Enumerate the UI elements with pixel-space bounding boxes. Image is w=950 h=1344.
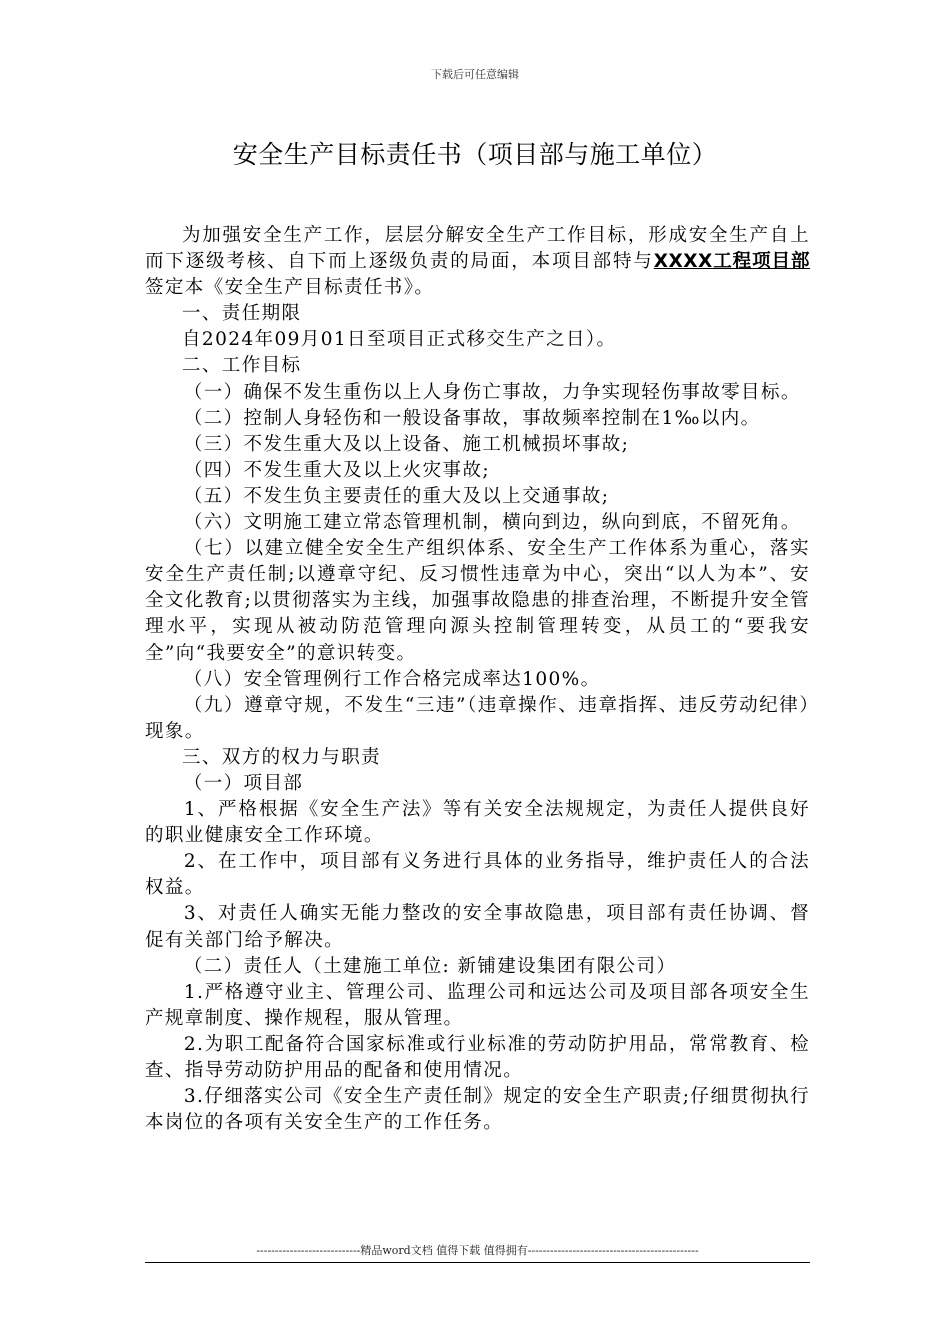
subsection-heading-responsible-party: （二）责任人（土建施工单位: 新铺建设集团有限公司） (183, 955, 677, 977)
goal-item-3: （三）不发生重大及以上设备、施工机械损坏事故; (183, 433, 630, 455)
goal-item-9: （九）遵章守规，不发生“三违”（违章操作、违章指挥、违反劳动纪律）现象。 (145, 694, 810, 742)
document-title: 安全生产目标责任书（项目部与施工单位） (232, 140, 718, 169)
footer-divider (145, 1262, 810, 1263)
section-heading-rights: 三、双方的权力与职责 (182, 746, 382, 768)
goal-item-8: （八）安全管理例行工作合格完成率达100%。 (183, 668, 601, 690)
goal-item-5: （五）不发生负主要责任的重大及以上交通事故; (183, 485, 610, 507)
page-header-note: 下载后可任意编辑 (431, 68, 519, 81)
page-footer-note: ----------------------------精品word文档 值得下载 值得拥有---------------------------------------------- (256, 1244, 699, 1257)
goal-item-6: （六）文明施工建立常态管理机制，横向到边，纵向到底，不留死角。 (183, 512, 801, 534)
goal-item-2: （二）控制人身轻伤和一般设备事故，事故频率控制在1‰以内。 (183, 407, 761, 429)
intro-text-post: 签定本《安全生产目标责任书》。 (145, 277, 435, 299)
intro-paragraph (145, 223, 810, 301)
section-heading-goals: 二、工作目标 (182, 355, 302, 377)
responsible-party-duty-3: 3.仔细落实公司《安全生产责任制》规定的安全生产职责;仔细贯彻执行本岗位的各项有关安全生产的工作任务。 (145, 1086, 810, 1134)
contract-party-name: XXXX工程项目部 (653, 251, 810, 273)
goal-item-4: （四）不发生重大及以上火灾事故; (183, 459, 490, 481)
goal-item-1: （一）确保不发生重伤以上人身伤亡事故，力争实现轻伤事故零目标。 (183, 381, 801, 403)
responsible-party-duty-1: 1.严格遵守业主、管理公司、监理公司和远达公司及项目部各项安全生产规章制度、操作规程，服从管理。 (145, 981, 810, 1029)
responsible-party-duty-2: 2.为职工配备符合国家标准或行业标准的劳动防护用品，常常教育、检查、指导劳动防护用品的配备和使用情况。 (145, 1033, 810, 1081)
project-dept-duty-2: 2、在工作中，项目部有义务进行具体的业务指导，维护责任人的合法权益。 (145, 851, 810, 899)
subsection-heading-project-dept: （一）项目部 (183, 772, 304, 794)
section-heading-term: 一、责任期限 (182, 303, 302, 325)
paragraph-term-period: 自2024年09月01日至项目正式移交生产之日）。 (182, 329, 617, 351)
project-dept-duty-1: 1、严格根据《安全生产法》等有关安全法规规定，为责任人提供良好的职业健康安全工作环境。 (145, 799, 810, 847)
document-body (145, 223, 810, 1136)
goal-item-7: （七）以建立健全安全生产组织体系、安全生产工作体系为重心，落实安全生产责任制;以遵章守纪、反习惯性违章为中心，突出“以人为本”、安全文化教育;以贯彻落实为主线，加强事故隐患的排查治理，不断提升安全管理水平，实现从被动防范管理向源头控制管理转变，从员工的“要我安全”向“我要安全”的意识转变。 (145, 538, 810, 664)
project-dept-duty-3: 3、对责任人确实无能力整改的安全事故隐患，项目部有责任协调、督促有关部门给予解决。 (145, 903, 810, 951)
intro-text-pre: 为加强安全生产工作，层层分解安全生产工作目标，形成安全生产自上而下逐级考核、自下而上逐级负责的局面，本项目部特与 (145, 225, 810, 273)
